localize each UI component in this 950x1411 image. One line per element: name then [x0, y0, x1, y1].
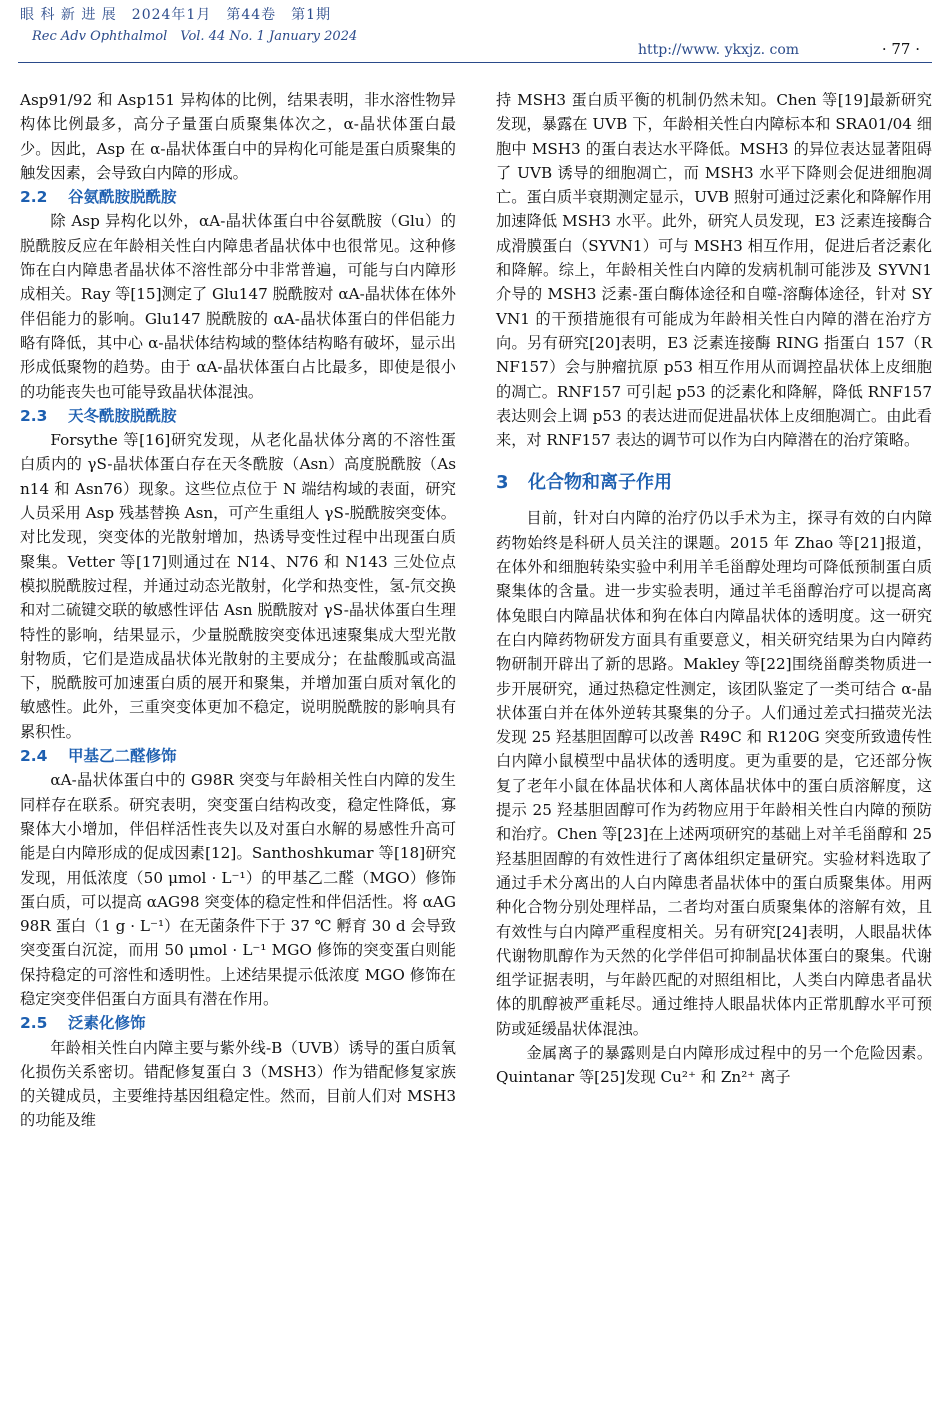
section-number: 2.2: [20, 188, 48, 207]
journal-url[interactable]: http://www. ykxjz. com: [638, 42, 800, 58]
right-column: [496, 88, 932, 1090]
section-heading-2-5: [20, 1011, 456, 1035]
paragraph: 目前，针对白内障的治疗仍以手术为主，探寻有效的白内障药物始终是科研人员关注的课题。2015 年 Zhao 等[21]报道，在体外和细胞转染实验中利用羊毛甾醇处理均可降低预制蛋白质聚集体的含量。进一步实验表明，通过羊毛甾醇治疗可以提高离体兔眼白内障晶状体和狗在体白内障晶状体的透明度。这一研究在白内障药物研发方面具有重要意义，相关研究结果为白内障药物研制开辟出了新的思路。Makley 等[22]围绕甾醇类物质进一步开展研究，通过热稳定性测定，该团队鉴定了一类可结合 α-晶状体蛋白并在体外逆转其聚集的分子。人们通过差式扫描荧光法发现 25 羟基胆固醇可以改善 R49C 和 R120G 突变所致遗传性白内障小鼠模型中晶状体的透明度。更为重要的是，它还部分恢复了老年小鼠在体晶状体和人离体晶状体中的蛋白质溶解度，这提示 25 羟基胆固醇可作为药物应用于年龄相关性白内障的预防和治疗。Chen 等[23]在上述两项研究的基础上对羊毛甾醇和 25 羟基胆固醇的有效性进行了离体组织定量研究。实验材料选取了通过手术分离出的人白内障患者晶状体中的蛋白质聚集体。用两种化合物分别处理样品，二者均对蛋白质聚集体的溶解有效，且有效性与白内障严重程度相关。另有研究[24]表明，人眼晶状体代谢物肌醇作为天然的化学伴侣可抑制晶状体蛋白的聚集。代谢组学证据表明，与年龄匹配的对照组相比，人类白内障患者晶状体的肌醇被严重耗尽。通过维持人眼晶状体内正常肌醇水平可预防或延缓晶状体混浊。: [496, 509, 932, 1038]
section-heading-2-3: [20, 404, 456, 428]
paragraph: 除 Asp 异构化以外，αA-晶状体蛋白中谷氨酰胺（Glu）的脱酰胺反应在年龄相关性白内障患者晶状体中也很常见。这种修饰在白内障患者晶状体不溶性部分中非常普遍，可能与白内障形成相关。Ray 等[15]测定了 Glu147 脱酰胺对 αA-晶状体在体外伴侣能力的影响。Glu147 脱酰胺的 αA-晶状体蛋白的伴侣能力略有降低，其中心 α-晶状体结构域的整体结构略有破坏，显示出形成低聚物的趋势。由于 αA-晶状体蛋白占比最多，即使是很小的功能丧失也可能导致晶状体混浊。: [20, 212, 456, 401]
section-number: 2.3: [20, 406, 48, 425]
paragraph: Forsythe 等[16]研究发现，从老化晶状体分离的不溶性蛋白质内的 γS-晶状体蛋白存在天冬酰胺（Asn）高度脱酰胺（Asn14 和 Asn76）现象。这些位点位于 N 端结构域的表面，研究人员采用 Asp 残基替换 Asn，可产生重组人 γS-脱酰胺突变体。对比发现，突变体的光散射增加，热诱导变性过程中出现蛋白质聚集。Vetter 等[17]则通过在 N14、N76 和 N143 三处位点模拟脱酰胺过程，并通过动态光散射，化学和热变性，氢-氘交换和对二硫键交联的敏感性评估 Asn 脱酰胺对 γS-晶状体蛋白生理特性的影响，结果显示，少量脱酰胺突变体迅速聚集成大型光散射物质，它们是造成晶状体光散射的主要成分；在盐酸胍或高温下，脱酰胺可加速蛋白质的展开和聚集，并增加蛋白质对氧化的敏感性。此外，三重突变体更加不稳定，说明脱酰胺的影响具有累积性。: [20, 431, 456, 741]
section-title: 甲基乙二醛修饰: [68, 747, 177, 766]
section-title: 谷氨酰胺脱酰胺: [68, 188, 177, 207]
header-rule: [18, 62, 932, 63]
paragraph: 年龄相关性白内障主要与紫外线-B（UVB）诱导的蛋白质氧化损伤关系密切。错配修复蛋白 3（MSH3）作为错配修复家族的关键成员，主要维持基因组稳定性。然而，目前人们对 MSH3 的功能及维: [20, 1038, 456, 1130]
section-heading-2-4: [20, 744, 456, 768]
journal-title-cn: 眼 科 新 进 展 2024年1月 第44卷 第1期: [20, 7, 332, 23]
page-number: · 77 ·: [881, 40, 920, 58]
section-number: 2.5: [20, 1014, 48, 1033]
paragraph: 金属离子的暴露则是白内障形成过程中的另一个危险因素。Quintanar 等[25]发现 Cu²⁺ 和 Zn²⁺ 离子: [496, 1043, 932, 1087]
paragraph: αA-晶状体蛋白中的 G98R 突变与年龄相关性白内障的发生同样存在联系。研究表明，突变蛋白结构改变，稳定性降低，寡聚体大小增加，伴侣样活性丧失以及对蛋白水解的易感性升高可能是白内障形成的促成因素[12]。Santhoshkumar 等[18]研究发现，用低浓度（50 μmol · L⁻¹）的甲基乙二醛（MGO）修饰蛋白质，可以提高 αAG98 突变体的稳定性和伴侣活性。将 αAG98R 蛋白（1 g · L⁻¹）在无菌条件下于 37 ℃ 孵育 30 d 会导致突变蛋白沉淀，而用 50 μmol · L⁻¹ MGO 修饰的突变蛋白则能保持稳定的可溶性和透明性。上述结果提示低浓度 MGO 修饰在稳定突变伴侣蛋白方面具有潜在作用。: [20, 771, 456, 1008]
section-title: 天冬酰胺脱酰胺: [68, 406, 177, 425]
left-column: [20, 88, 456, 1133]
running-header: [20, 4, 930, 60]
section-heading-3: [496, 470, 932, 496]
section-title: 化合物和离子作用: [528, 472, 672, 494]
section-title: 泛素化修饰: [68, 1014, 146, 1033]
section-number: 2.4: [20, 747, 48, 766]
journal-title-en: Rec Adv Ophthalmol Vol. 44 No. 1 January 2024: [32, 29, 358, 44]
paragraph: 持 MSH3 蛋白质平衡的机制仍然未知。Chen 等[19]最新研究发现，暴露在 UVB 下，年龄相关性白内障标本和 SRA01/04 细胞中 MSH3 的蛋白表达水平降低。MSH3 的异位表达显著阻碍了 UVB 诱导的细胞凋亡，而 MSH3 水平下降则会促进细胞凋亡。蛋白质半衰期测定显示，UVB 照射可通过泛素化和降解作用加速降低 MSH3 水平。此外，研究人员发现，E3 泛素连接酶合成滑膜蛋白（SYVN1）可与 MSH3 相互作用，促进后者泛素化和降解。综上，年龄相关性白内障的发病机制可能涉及 SYVN1 介导的 MSH3 泛素-蛋白酶体途径和自噬-溶酶体途径，针对 SYVN1 的干预措施很有可能成为年龄相关性白内障的潜在治疗方向。另有研究[20]表明，E3 泛素连接酶 RING 指蛋白 157（RNF157）会与肿瘤抗原 p53 相互作用从而调控晶状体上皮细胞的凋亡。RNF157 可引起 p53 的泛素化和降解，降低 RNF157 表达则会上调 p53 的表达进而促进晶状体上皮细胞凋亡。由此看来，对 RNF157 表达的调节可以作为白内障潜在的治疗策略。: [496, 91, 932, 450]
section-heading-2-2: [20, 185, 456, 209]
section-number: 3: [496, 472, 509, 494]
paragraph: Asp91/92 和 Asp151 异构体的比例，结果表明，非水溶性物异构体比例最多，高分子量蛋白质聚集体次之，α-晶状体蛋白最少。因此，Asp 在 α-晶状体蛋白中的异构化可能是蛋白质聚集的触发因素，会导致白内障的形成。: [20, 91, 456, 182]
